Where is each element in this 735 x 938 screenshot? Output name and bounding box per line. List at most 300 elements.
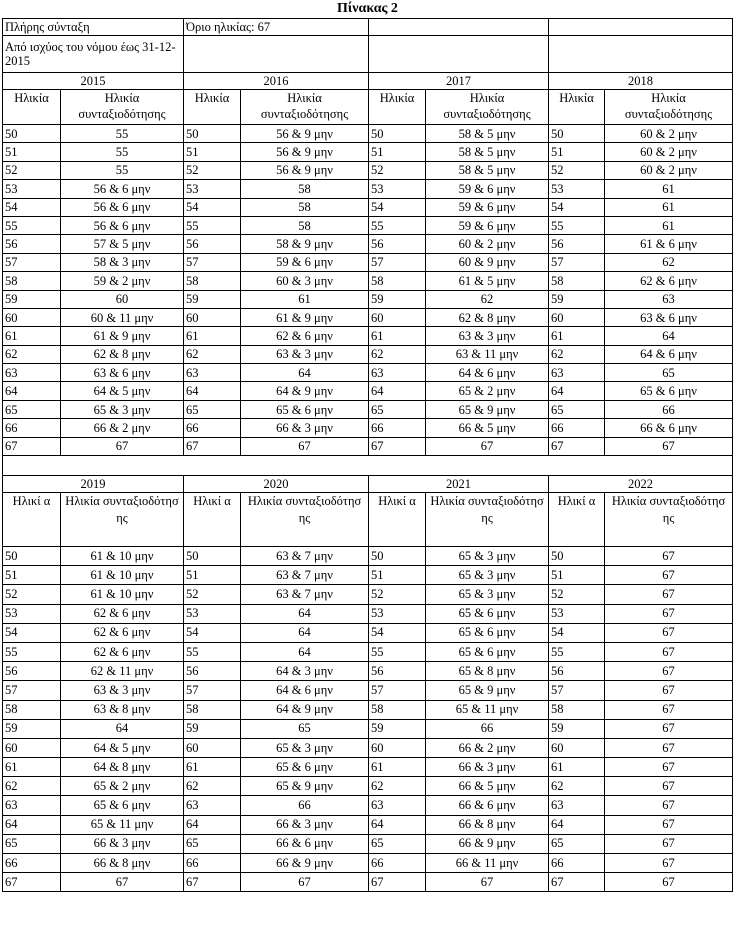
age-cell: 54: [549, 623, 605, 642]
table-row: [3, 815, 733, 834]
table-row: [3, 623, 733, 642]
pension-age-cell: 66 & 9 μην: [241, 854, 369, 873]
table-row: [3, 253, 733, 271]
age-cell: 50: [3, 547, 61, 566]
age-cell: 52: [3, 585, 61, 604]
age-cell: 63: [3, 364, 61, 382]
year-cell: 2018: [549, 73, 733, 90]
pension-age-cell: 65 & 6 μην: [61, 796, 184, 815]
pension-age-cell: 66 & 8 μην: [426, 815, 549, 834]
pension-age-cell: 65: [605, 364, 733, 382]
table-row: [3, 327, 733, 345]
age-cell: 66: [369, 854, 426, 873]
age-header: Ηλικί α: [549, 493, 605, 547]
age-limit-label: Όριο ηλικίας: 67: [184, 19, 369, 36]
pension-age-cell: 65 & 6 μην: [241, 758, 369, 777]
pension-age-cell: 65 & 9 μην: [426, 681, 549, 700]
pension-age-cell: 62 & 6 μην: [61, 604, 184, 623]
pension-age-cell: 65 & 6 μην: [605, 382, 733, 400]
pension-age-cell: 66 & 6 μην: [605, 419, 733, 437]
pension-age-cell: 67: [426, 873, 549, 892]
age-cell: 51: [549, 143, 605, 161]
spacer-row: [3, 456, 733, 476]
year-row: [3, 73, 733, 90]
table-row: [3, 290, 733, 308]
age-cell: 56: [369, 235, 426, 253]
pension-age-cell: 66 & 3 μην: [61, 834, 184, 853]
pension-age-cell: 65 & 3 μην: [241, 738, 369, 757]
pension-age-cell: 58: [241, 180, 369, 198]
age-cell: 62: [369, 777, 426, 796]
pension-age-cell: 63 & 11 μην: [426, 345, 549, 363]
age-cell: 63: [549, 364, 605, 382]
age-cell: 54: [369, 198, 426, 216]
age-cell: 60: [184, 738, 241, 757]
age-cell: 67: [369, 873, 426, 892]
pension-age-cell: 65 & 3 μην: [61, 400, 184, 418]
pension-age-cell: 65 & 2 μην: [61, 777, 184, 796]
pension-age-cell: 66 & 3 μην: [241, 419, 369, 437]
age-cell: 57: [184, 253, 241, 271]
pension-age-cell: 56 & 6 μην: [61, 180, 184, 198]
age-cell: 61: [184, 758, 241, 777]
pension-age-cell: 67: [426, 437, 549, 455]
pension-age-cell: 64: [241, 642, 369, 661]
age-cell: 57: [369, 681, 426, 700]
table-row: [3, 180, 733, 198]
pension-age-cell: 65 & 3 μην: [426, 547, 549, 566]
table-row: [3, 308, 733, 326]
age-cell: 62: [3, 777, 61, 796]
age-cell: 50: [369, 125, 426, 143]
pension-age-cell: 64 & 9 μην: [241, 700, 369, 719]
pension-age-cell: 62: [605, 253, 733, 271]
pension-age-cell: 65 & 8 μην: [426, 662, 549, 681]
pension-age-cell: 66: [426, 719, 549, 738]
table-row: [3, 125, 733, 143]
pension-age-cell: 64: [61, 719, 184, 738]
table-row: [3, 143, 733, 161]
age-cell: 64: [369, 382, 426, 400]
year-row: [3, 476, 733, 493]
pension-age-cell: 56 & 6 μην: [61, 216, 184, 234]
pension-age-cell: 65 & 6 μην: [241, 400, 369, 418]
pension-age-cell: 66 & 3 μην: [426, 758, 549, 777]
age-cell: 64: [549, 382, 605, 400]
age-cell: 53: [549, 180, 605, 198]
pension-age-cell: 62 & 6 μην: [61, 642, 184, 661]
age-cell: 62: [549, 777, 605, 796]
pension-age-cell: 58 & 9 μην: [241, 235, 369, 253]
age-cell: 50: [3, 125, 61, 143]
pension-age-header: Ηλικία συνταξιοδότησ ης: [241, 493, 369, 547]
age-cell: 67: [184, 437, 241, 455]
pension-age-cell: 66 & 2 μην: [426, 738, 549, 757]
age-cell: 51: [3, 566, 61, 585]
pension-age-cell: 67: [605, 585, 733, 604]
pension-age-cell: 67: [605, 777, 733, 796]
age-cell: 64: [3, 815, 61, 834]
age-cell: 53: [3, 604, 61, 623]
age-cell: 58: [184, 272, 241, 290]
year-cell: 2015: [3, 73, 184, 90]
age-cell: 66: [184, 419, 241, 437]
pension-age-cell: 59 & 6 μην: [426, 180, 549, 198]
age-cell: 64: [3, 382, 61, 400]
age-cell: 53: [184, 604, 241, 623]
age-cell: 54: [3, 623, 61, 642]
age-header: Ηλικί α: [3, 493, 61, 547]
age-cell: 62: [184, 777, 241, 796]
pension-age-header: Ηλικία συνταξιοδότησης: [241, 90, 369, 125]
age-cell: 65: [3, 400, 61, 418]
age-cell: 51: [369, 143, 426, 161]
table-row: [3, 419, 733, 437]
pension-age-cell: 60 & 2 μην: [426, 235, 549, 253]
pension-age-cell: 67: [605, 834, 733, 853]
pension-age-cell: 67: [241, 873, 369, 892]
pension-age-cell: 60 & 2 μην: [605, 125, 733, 143]
age-header: Ηλικία: [3, 90, 61, 125]
table-row: [3, 400, 733, 418]
pension-age-cell: 65: [241, 719, 369, 738]
pension-age-cell: 65 & 11 μην: [61, 815, 184, 834]
pension-age-cell: 63 & 6 μην: [61, 364, 184, 382]
pension-age-cell: 67: [61, 873, 184, 892]
pension-age-cell: 66 & 2 μην: [61, 419, 184, 437]
pension-age-cell: 61 & 9 μην: [241, 308, 369, 326]
table-row: [3, 873, 733, 892]
pension-age-cell: 66 & 9 μην: [426, 834, 549, 853]
table-row: [3, 566, 733, 585]
law-effective-label: Από ισχύος του νόμου έως 31-12-2015: [3, 36, 184, 73]
pension-age-cell: 61 & 10 μην: [61, 566, 184, 585]
age-cell: 53: [369, 604, 426, 623]
age-cell: 67: [369, 437, 426, 455]
pension-age-cell: 67: [605, 719, 733, 738]
pension-age-cell: 66 & 6 μην: [241, 834, 369, 853]
table-row: [3, 662, 733, 681]
age-cell: 65: [369, 400, 426, 418]
age-cell: 57: [3, 253, 61, 271]
pension-age-cell: 61 & 6 μην: [605, 235, 733, 253]
pension-age-cell: 63 & 7 μην: [241, 566, 369, 585]
age-cell: 55: [3, 642, 61, 661]
age-cell: 53: [3, 180, 61, 198]
column-header-row: [3, 493, 733, 547]
age-cell: 54: [184, 198, 241, 216]
pension-age-cell: 63 & 6 μην: [605, 308, 733, 326]
age-cell: 56: [549, 235, 605, 253]
age-cell: 53: [369, 180, 426, 198]
age-cell: 66: [3, 419, 61, 437]
pension-age-cell: 64 & 8 μην: [61, 758, 184, 777]
pension-age-header: Ηλικία συνταξιοδότησης: [61, 90, 184, 125]
age-cell: 52: [369, 585, 426, 604]
age-cell: 58: [549, 272, 605, 290]
pension-age-cell: 67: [605, 642, 733, 661]
table-row: [3, 437, 733, 455]
age-header: Ηλικί α: [184, 493, 241, 547]
age-cell: 60: [3, 738, 61, 757]
age-cell: 66: [549, 419, 605, 437]
age-cell: 62: [3, 345, 61, 363]
age-cell: 58: [369, 272, 426, 290]
age-cell: 56: [184, 662, 241, 681]
age-cell: 58: [549, 700, 605, 719]
pension-age-cell: 58 & 3 μην: [61, 253, 184, 271]
age-cell: 58: [3, 700, 61, 719]
age-cell: 59: [369, 719, 426, 738]
pension-age-cell: 67: [605, 604, 733, 623]
pension-age-cell: 60 & 9 μην: [426, 253, 549, 271]
pension-age-cell: 64 & 3 μην: [241, 662, 369, 681]
pension-age-cell: 66 & 6 μην: [426, 796, 549, 815]
pension-age-cell: 63 & 7 μην: [241, 585, 369, 604]
age-header: Ηλικία: [549, 90, 605, 125]
table-row: [3, 738, 733, 757]
age-header: Ηλικία: [184, 90, 241, 125]
age-cell: 60: [3, 308, 61, 326]
age-cell: 57: [184, 681, 241, 700]
pension-age-cell: 59 & 6 μην: [426, 198, 549, 216]
age-cell: 67: [184, 873, 241, 892]
pension-age-header: Ηλικία συνταξιοδότησης: [605, 90, 733, 125]
age-cell: 50: [369, 547, 426, 566]
pension-age-cell: 60 & 11 μην: [61, 308, 184, 326]
pension-age-cell: 64: [241, 604, 369, 623]
age-cell: 66: [549, 854, 605, 873]
age-cell: 64: [184, 382, 241, 400]
age-cell: 52: [184, 585, 241, 604]
year-cell: 2017: [369, 73, 549, 90]
table-title: Πίνακας 2: [337, 1, 398, 16]
pension-age-cell: 67: [605, 796, 733, 815]
age-cell: 61: [3, 758, 61, 777]
pension-age-cell: 67: [605, 873, 733, 892]
pension-age-cell: 56 & 9 μην: [241, 125, 369, 143]
table-row: [3, 700, 733, 719]
age-cell: 59: [369, 290, 426, 308]
age-cell: 62: [184, 345, 241, 363]
age-cell: 55: [549, 642, 605, 661]
pension-age-cell: 60 & 2 μην: [605, 161, 733, 179]
full-pension-label: Πλήρης σύνταξη: [3, 19, 184, 36]
pension-age-cell: 67: [605, 854, 733, 873]
age-cell: 66: [3, 854, 61, 873]
age-cell: 59: [3, 290, 61, 308]
pension-age-cell: 62 & 8 μην: [426, 308, 549, 326]
age-cell: 57: [3, 681, 61, 700]
pension-age-cell: 67: [605, 547, 733, 566]
pension-age-cell: 56 & 9 μην: [241, 161, 369, 179]
age-cell: 67: [549, 437, 605, 455]
age-cell: 59: [549, 290, 605, 308]
age-cell: 63: [184, 796, 241, 815]
pension-age-cell: 58: [241, 216, 369, 234]
header-empty-cell: [549, 36, 733, 73]
age-cell: 52: [549, 585, 605, 604]
age-cell: 51: [184, 143, 241, 161]
age-cell: 60: [369, 738, 426, 757]
pension-age-cell: 65 & 11 μην: [426, 700, 549, 719]
age-cell: 65: [549, 400, 605, 418]
age-cell: 65: [369, 834, 426, 853]
age-cell: 51: [3, 143, 61, 161]
age-cell: 54: [3, 198, 61, 216]
pension-age-cell: 65 & 2 μην: [426, 382, 549, 400]
pension-age-cell: 62 & 6 μην: [241, 327, 369, 345]
age-cell: 58: [3, 272, 61, 290]
pension-age-header: Ηλικία συνταξιοδότησ ης: [605, 493, 733, 547]
pension-age-cell: 67: [605, 623, 733, 642]
header-empty-cell: [369, 36, 549, 73]
pension-age-cell: 67: [605, 815, 733, 834]
pension-age-cell: 64: [241, 623, 369, 642]
pension-age-cell: 65 & 9 μην: [241, 777, 369, 796]
pension-age-cell: 65 & 6 μην: [426, 642, 549, 661]
pension-age-cell: 65 & 3 μην: [426, 585, 549, 604]
pension-age-cell: 56 & 6 μην: [61, 198, 184, 216]
year-cell: 2020: [184, 476, 369, 493]
pension-age-cell: 67: [605, 662, 733, 681]
age-cell: 52: [369, 161, 426, 179]
age-cell: 65: [549, 834, 605, 853]
age-cell: 52: [549, 161, 605, 179]
age-cell: 55: [549, 216, 605, 234]
table-row: [3, 216, 733, 234]
age-cell: 67: [3, 437, 61, 455]
age-cell: 61: [3, 327, 61, 345]
age-cell: 62: [549, 345, 605, 363]
table-row: [3, 758, 733, 777]
pension-age-cell: 65 & 3 μην: [426, 566, 549, 585]
table-row: [3, 854, 733, 873]
pension-age-cell: 65 & 6 μην: [426, 604, 549, 623]
pension-age-cell: 57 & 5 μην: [61, 235, 184, 253]
table-row: [3, 272, 733, 290]
pension-age-cell: 67: [241, 437, 369, 455]
age-cell: 56: [549, 662, 605, 681]
pension-age-cell: 64 & 6 μην: [426, 364, 549, 382]
age-cell: 63: [3, 796, 61, 815]
pension-age-cell: 67: [605, 437, 733, 455]
age-cell: 60: [549, 308, 605, 326]
age-header: Ηλικί α: [369, 493, 426, 547]
age-cell: 61: [184, 327, 241, 345]
age-cell: 57: [549, 681, 605, 700]
age-cell: 65: [3, 834, 61, 853]
age-cell: 54: [369, 623, 426, 642]
pension-age-cell: 55: [61, 161, 184, 179]
age-cell: 52: [3, 161, 61, 179]
age-cell: 63: [184, 364, 241, 382]
age-cell: 59: [3, 719, 61, 738]
age-cell: 59: [549, 719, 605, 738]
age-cell: 51: [369, 566, 426, 585]
pension-age-cell: 59 & 6 μην: [241, 253, 369, 271]
table-row: [3, 604, 733, 623]
table-row: [3, 777, 733, 796]
pension-age-cell: 56 & 9 μην: [241, 143, 369, 161]
age-cell: 51: [184, 566, 241, 585]
pension-age-cell: 67: [605, 700, 733, 719]
pension-age-cell: 66: [605, 400, 733, 418]
table-row: [3, 681, 733, 700]
pension-age-cell: 67: [605, 681, 733, 700]
age-cell: 56: [369, 662, 426, 681]
pension-age-cell: 58 & 5 μην: [426, 143, 549, 161]
age-cell: 50: [184, 547, 241, 566]
pension-age-cell: 61: [605, 180, 733, 198]
pension-age-cell: 66 & 8 μην: [61, 854, 184, 873]
table-row: [3, 796, 733, 815]
table-row: [3, 585, 733, 604]
pension-age-cell: 62 & 6 μην: [61, 623, 184, 642]
pension-age-cell: 61 & 10 μην: [61, 585, 184, 604]
age-cell: 60: [549, 738, 605, 757]
pension-age-cell: 64: [241, 364, 369, 382]
pension-age-cell: 63 & 3 μην: [426, 327, 549, 345]
age-cell: 67: [3, 873, 61, 892]
age-cell: 55: [184, 216, 241, 234]
header-row-1: [3, 19, 733, 36]
table-row: [3, 719, 733, 738]
pension-age-cell: 62 & 8 μην: [61, 345, 184, 363]
pension-age-header: Ηλικία συνταξιοδότησ ης: [61, 493, 184, 547]
age-cell: 55: [369, 642, 426, 661]
age-cell: 63: [549, 796, 605, 815]
pension-age-cell: 60: [61, 290, 184, 308]
age-cell: 67: [549, 873, 605, 892]
age-cell: 64: [549, 815, 605, 834]
header-empty-cell: [369, 19, 549, 36]
pension-age-cell: 64: [605, 327, 733, 345]
pension-age-cell: 63 & 7 μην: [241, 547, 369, 566]
age-cell: 56: [3, 235, 61, 253]
pension-age-cell: 67: [605, 566, 733, 585]
pension-age-cell: 66 & 5 μην: [426, 419, 549, 437]
age-cell: 53: [549, 604, 605, 623]
pension-age-cell: 65 & 6 μην: [426, 623, 549, 642]
age-cell: 55: [3, 216, 61, 234]
year-cell: 2022: [549, 476, 733, 493]
table-row: [3, 834, 733, 853]
pension-age-cell: 58: [241, 198, 369, 216]
pension-age-cell: 62 & 11 μην: [61, 662, 184, 681]
pension-age-cell: 64 & 9 μην: [241, 382, 369, 400]
age-cell: 50: [184, 125, 241, 143]
pension-age-cell: 63 & 3 μην: [61, 681, 184, 700]
pension-age-cell: 66: [241, 796, 369, 815]
age-cell: 52: [184, 161, 241, 179]
age-cell: 58: [184, 700, 241, 719]
age-cell: 50: [549, 125, 605, 143]
header-empty-cell: [184, 36, 369, 73]
age-cell: 63: [369, 796, 426, 815]
table-row: [3, 161, 733, 179]
table-row: [3, 345, 733, 363]
pension-age-cell: 60 & 2 μην: [605, 143, 733, 161]
age-cell: 60: [184, 308, 241, 326]
table-row: [3, 382, 733, 400]
table-row: [3, 198, 733, 216]
year-cell: 2021: [369, 476, 549, 493]
pension-age-cell: 58 & 5 μην: [426, 161, 549, 179]
pension-age-cell: 61: [241, 290, 369, 308]
pension-age-cell: 61: [605, 198, 733, 216]
age-cell: 55: [369, 216, 426, 234]
